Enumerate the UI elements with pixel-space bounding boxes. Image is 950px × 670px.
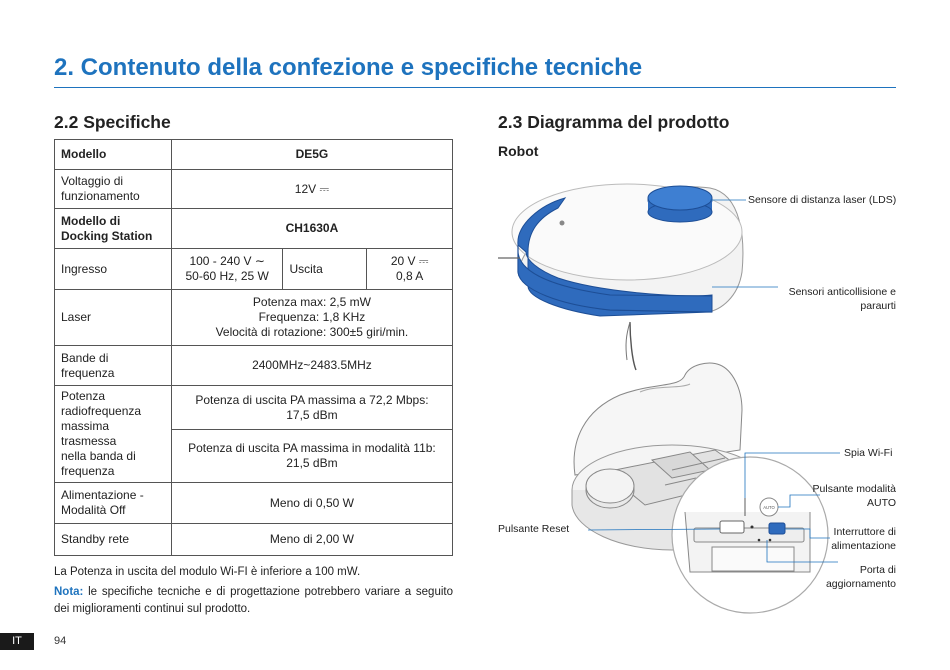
spec-label: Ingresso bbox=[55, 249, 172, 290]
control-panel-zoom bbox=[672, 457, 828, 613]
table-row bbox=[55, 209, 453, 249]
spec-label: Laser bbox=[55, 290, 172, 346]
spec-heading: 2.2 Specifiche bbox=[54, 112, 171, 132]
table-row bbox=[55, 140, 453, 170]
spec-value: CH1630A bbox=[171, 209, 452, 249]
table-row bbox=[55, 346, 453, 386]
spec-label: Bande di frequenza bbox=[55, 346, 172, 386]
title-divider bbox=[54, 87, 896, 88]
spec-value: DE5G bbox=[171, 140, 452, 170]
spec-label: Standby rete bbox=[55, 524, 172, 556]
spec-value: Meno di 0,50 W bbox=[171, 483, 452, 524]
input-value: 100 - 240 V ∼ 50-60 Hz, 25 W bbox=[171, 249, 283, 290]
spec-label: Voltaggio di funzionamento bbox=[55, 170, 172, 209]
label-reset: Pulsante Reset bbox=[498, 523, 570, 535]
power-note: La Potenza in uscita del modulo Wi-FI è inferiore a 100 mW. bbox=[54, 566, 361, 578]
spec-value: 2400MHz~2483.5MHz bbox=[171, 346, 452, 386]
language-tab: IT bbox=[0, 633, 34, 650]
spec-value: 12V ⎓ bbox=[171, 170, 452, 209]
spec-label: Modello di Docking Station bbox=[55, 209, 172, 249]
table-row bbox=[55, 170, 453, 209]
spec-value: Potenza max: 2,5 mW Frequenza: 1,8 KHz Velocità di rotazione: 300±5 giri/min. bbox=[171, 290, 452, 346]
table-row bbox=[55, 290, 453, 346]
auto-button-label: AUTO bbox=[763, 505, 775, 510]
output-label: Uscita bbox=[283, 249, 367, 290]
robot-subheading: Robot bbox=[498, 143, 539, 159]
page-title: 2. Contenuto della confezione e specifiche tecniche bbox=[54, 54, 643, 81]
label-auto-button: Pulsante modalità AUTO bbox=[812, 483, 896, 509]
table-row bbox=[55, 483, 453, 524]
spec-table bbox=[54, 139, 453, 556]
robot-top-view bbox=[498, 184, 743, 370]
spec-label: Modello bbox=[55, 140, 172, 170]
label-wifi: Spia Wi-Fi bbox=[844, 447, 893, 459]
table-row bbox=[55, 386, 453, 430]
table-row bbox=[55, 524, 453, 556]
spec-label: Alimentazione - Modalità Off bbox=[55, 483, 172, 524]
output-value: 20 V ⎓ 0,8 A bbox=[367, 249, 453, 290]
diagram-heading: 2.3 Diagramma del prodotto bbox=[498, 112, 730, 132]
spec-label: Potenza radiofrequenza massima trasmessa nella banda di frequenza bbox=[55, 386, 172, 483]
spec-value: Potenza di uscita PA massima in modalità 11b: 21,5 dBm bbox=[171, 430, 452, 483]
label-power-switch: Interruttore di alimentazione bbox=[831, 526, 896, 552]
spec-value: Meno di 2,00 W bbox=[171, 524, 452, 556]
label-bumper: Sensori anticollisione e paraurti bbox=[788, 286, 896, 312]
table-row bbox=[55, 249, 453, 290]
spec-value: Potenza di uscita PA massima a 72,2 Mbps: 17,5 dBm bbox=[171, 386, 452, 430]
label-lds: Sensore di distanza laser (LDS) bbox=[748, 194, 897, 206]
label-update-port: Porta di aggiornamento bbox=[825, 564, 896, 590]
spec-note: Nota: le specifiche tecniche e di progettazione potrebbero variare a seguito dei miglioramenti continui sul prodotto. bbox=[54, 586, 453, 615]
page-number: 94 bbox=[54, 635, 67, 647]
